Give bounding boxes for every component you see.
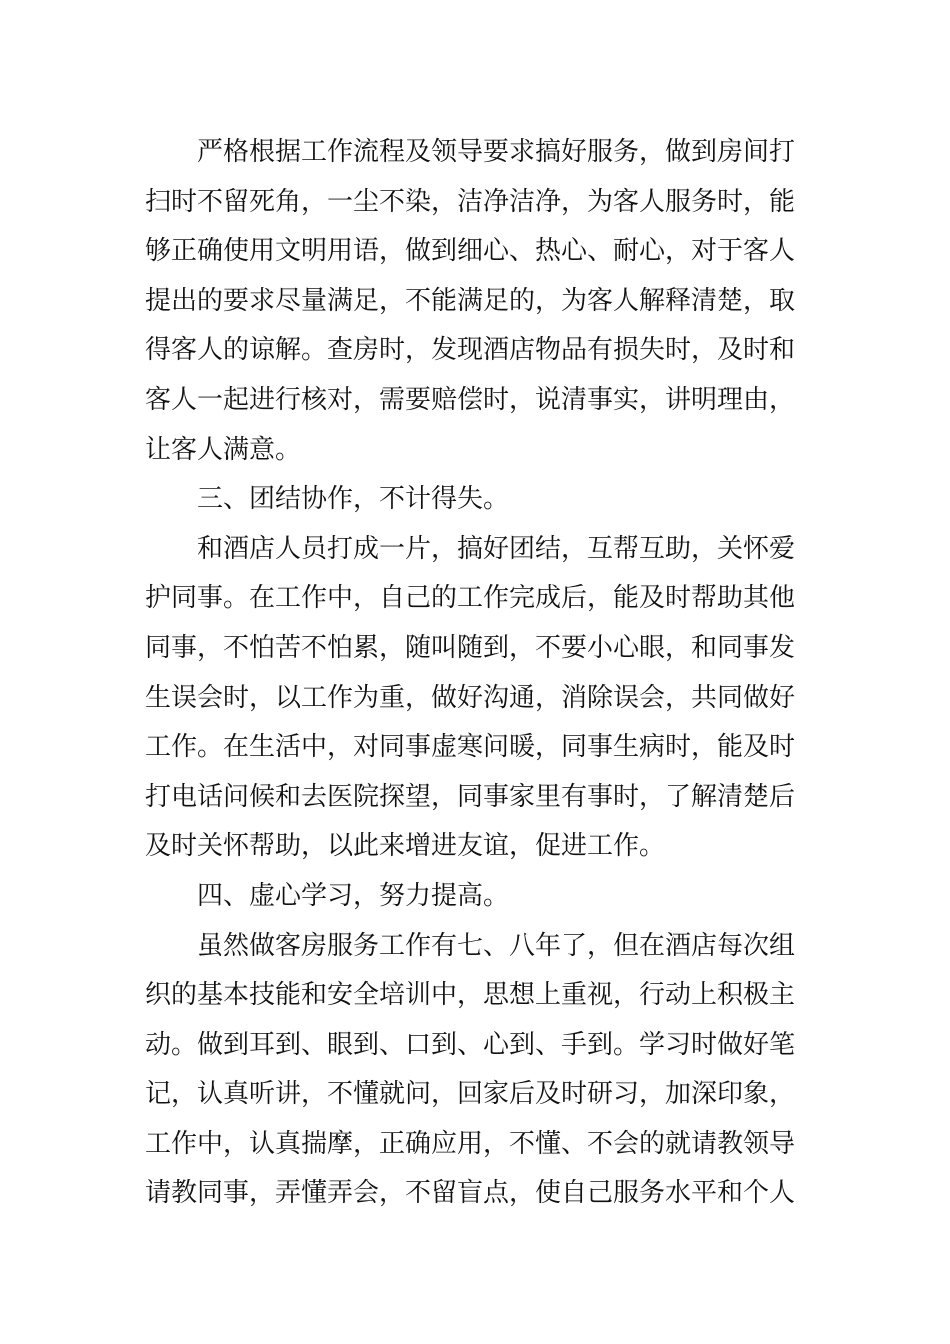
paragraph-line: 够正确使用文明用语，做到细心、热心、耐心，对于客人 [145,236,796,267]
paragraph-line: 虽然做客房服务工作有七、八年了，但在酒店每次组 [197,930,796,961]
paragraph-line: 同事，不怕苦不怕累，随叫随到，不要小心眼，和同事发 [145,632,796,663]
paragraph-line: 客人一起进行核对，需要赔偿时，说清事实，讲明理由， [145,384,796,415]
paragraph-line: 得客人的谅解。查房时，发现酒店物品有损失时，及时和 [145,335,796,366]
paragraph-line: 让客人满意。 [145,434,302,465]
paragraph-line: 织的基本技能和安全培训中，思想上重视，行动上积极主 [145,980,796,1011]
paragraph-line: 动。做到耳到、眼到、口到、心到、手到。学习时做好笔 [145,1029,796,1060]
paragraph-line: 请教同事，弄懂弄会，不留盲点，使自己服务水平和个人 [145,1178,796,1209]
paragraph-line: 工作。在生活中，对同事虚寒问暖，同事生病时，能及时 [145,732,796,763]
paragraph-line: 及时关怀帮助，以此来增进友谊，促进工作。 [145,831,666,862]
paragraph-line: 打电话问候和去医院探望，同事家里有事时，了解清楚后 [145,781,796,812]
section-heading: 三、团结协作，不计得失。 [197,484,510,515]
document-body [145,128,810,1219]
paragraph-line: 工作中，认真揣摩，正确应用，不懂、不会的就请教领导 [145,1128,796,1159]
paragraph-line: 提出的要求尽量满足，不能满足的，为客人解释清楚，取 [145,285,796,316]
section-heading: 四、虚心学习，努力提高。 [197,880,510,911]
paragraph-line: 和酒店人员打成一片，搞好团结，互帮互助，关怀爱 [197,533,796,564]
paragraph-line: 严格根据工作流程及领导要求搞好服务，做到房间打 [197,137,796,167]
paragraph-line: 扫时不留死角，一尘不染，洁净洁净，为客人服务时，能 [145,186,796,217]
paragraph-line: 记，认真听讲，不懂就问，回家后及时研习，加深印象， [145,1079,796,1110]
paragraph-line: 生误会时，以工作为重，做好沟通，消除误会，共同做好 [145,682,796,713]
paragraph-line: 护同事。在工作中，自己的工作完成后，能及时帮助其他 [145,583,796,614]
